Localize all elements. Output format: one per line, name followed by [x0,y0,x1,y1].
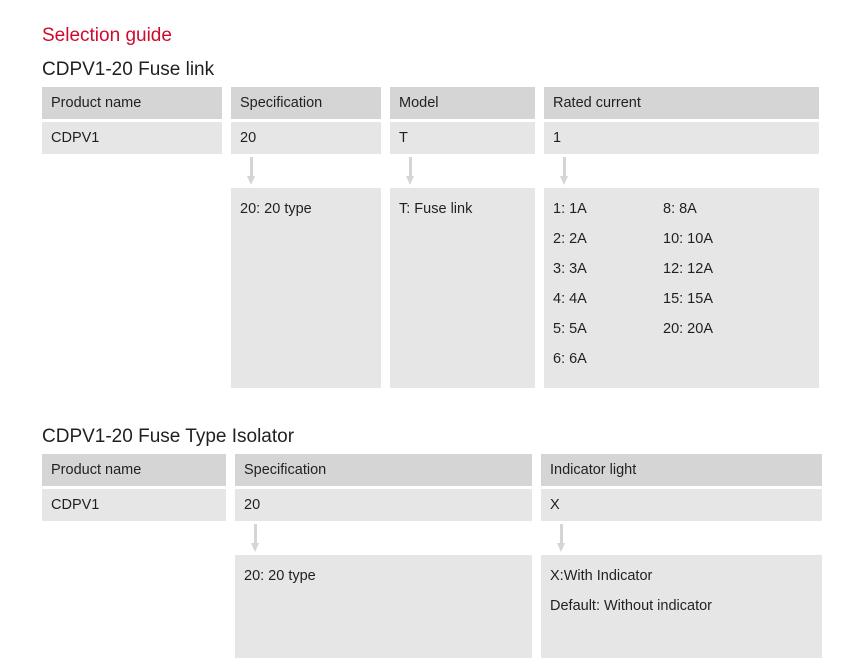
rated-current-list-right [663,200,713,368]
isolator-columns [42,454,832,658]
detail-line: 1: 1A [553,201,587,217]
section-fuse-type-isolator [42,426,832,658]
detail-line: 15: 15A [663,291,713,307]
rated-current-list-left [553,200,663,368]
fuse-link-columns [42,87,832,388]
detail-line: 20: 20 type [244,568,316,584]
section-title-isolator: CDPV1-20 Fuse Type Isolator [42,426,295,447]
selection-guide-page [42,0,832,658]
column-header: Product name [42,87,222,119]
column-value: X [541,489,822,521]
column-product-name [42,87,222,154]
column-detail-list [390,188,535,388]
column-rated-current [544,87,819,388]
detail-line: 20: 20A [663,321,713,337]
column-detail-list [235,555,532,658]
detail-line: 3: 3A [553,261,587,277]
column-indicator-light [541,454,822,658]
detail-line: 8: 8A [663,201,697,217]
detail-line: Default: Without indicator [550,598,712,614]
column-detail-list [231,188,381,388]
arrow-down-icon [235,521,532,555]
column-value: CDPV1 [42,122,222,154]
column-header: Indicator light [541,454,822,486]
column-specification [235,454,532,658]
section-fuse-link [42,59,832,388]
column-detail-list [541,555,822,658]
detail-line: 6: 6A [553,351,587,367]
arrow-down-icon [231,154,381,188]
column-model [390,87,535,388]
section-title-fuse-link: CDPV1-20 Fuse link [42,59,215,80]
arrow-down-icon [544,154,819,188]
column-value: T [390,122,535,154]
detail-line: 12: 12A [663,261,713,277]
detail-line: 20: 20 type [240,201,312,217]
column-header: Model [390,87,535,119]
arrow-down-icon [390,154,535,188]
detail-line: X:With Indicator [550,568,653,584]
detail-line: T: Fuse link [399,201,473,217]
column-specification [231,87,381,388]
column-detail-list [544,188,819,388]
column-value: 1 [544,122,819,154]
detail-line: 10: 10A [663,231,713,247]
detail-line: 5: 5A [553,321,587,337]
page-title: Selection guide [42,25,172,46]
arrow-down-icon [541,521,822,555]
column-header: Specification [231,87,381,119]
column-value: CDPV1 [42,489,226,521]
column-header: Specification [235,454,532,486]
detail-line: 2: 2A [553,231,587,247]
column-header: Product name [42,454,226,486]
column-product-name [42,454,226,521]
column-value: 20 [235,489,532,521]
column-header: Rated current [544,87,819,119]
detail-line: 4: 4A [553,291,587,307]
column-value: 20 [231,122,381,154]
